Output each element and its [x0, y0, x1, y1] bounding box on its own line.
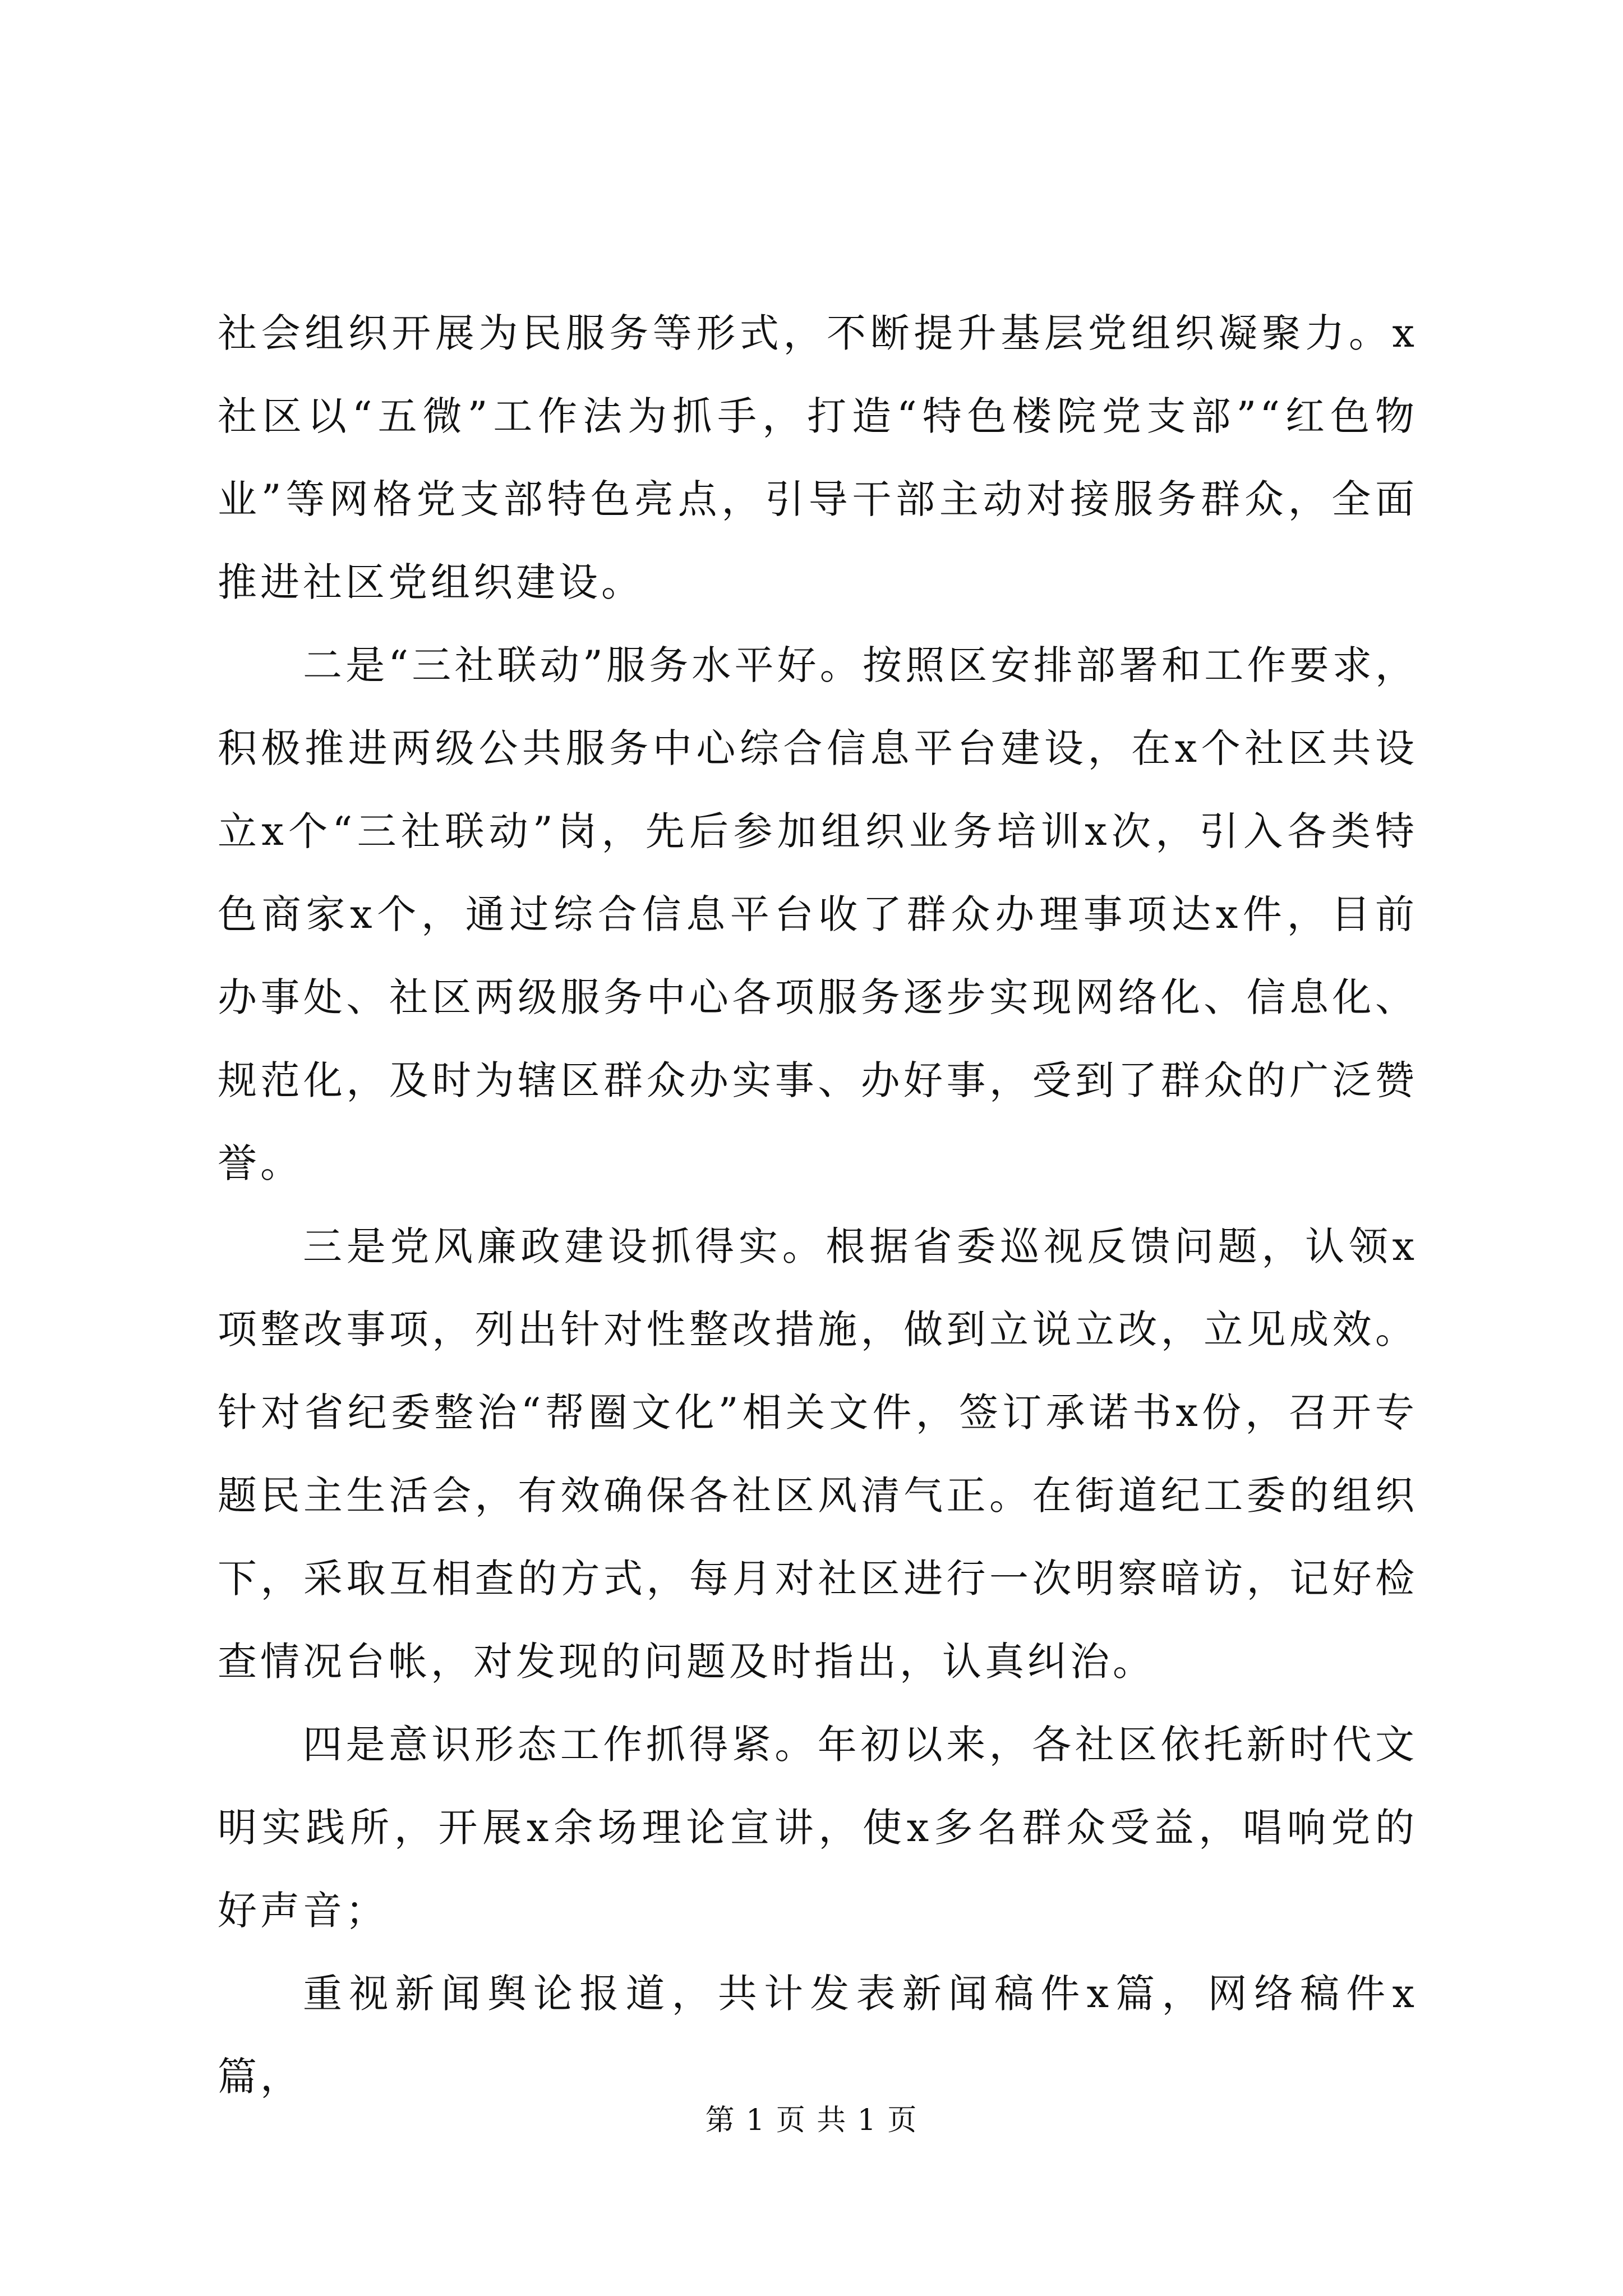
paragraph-party-integrity: 三是党风廉政建设抓得实。根据省委巡视反馈问题，认领x项整改事项，列出针对性整改措施，做到立说立改，立见成效。针对省纪委整治“帮圈文化”相关文件，签订承诺书x份，召开专题民主生活会，有效确保各社区风清气正。在街道纪工委的组织下，采取互相查的方式，每月对社区进行一次明察暗访，记好检查情况台帐，对发现的问题及时指出，认真纠治。	[218, 1223, 1418, 1685]
page-number-footer: 第 1 页 共 1 页	[705, 2104, 918, 2137]
paragraph-three-society-linkage: 二是“三社联动”服务水平好。按照区安排部署和工作要求，积极推进两级公共服务中心综合信息平台建设，在x个社区共设立x个“三社联动”岗，先后参加组织业务培训x次，引入各类特色商家x个，通过综合信息平台收了群众办理事项达x件，目前办事处、社区两级服务中心各项服务逐步实现网络化、信息化、规范化，及时为辖区群众办实事、办好事，受到了群众的广泛赞誉。	[218, 642, 1418, 1186]
paragraph-ideology-work: 四是意识形态工作抓得紧。年初以来，各社区依托新时代文明实践所，开展x余场理论宣讲，使x多名群众受益，唱响党的好声音；	[218, 1722, 1418, 1934]
paragraph-community-organization: 社会组织开展为民服务等形式，不断提升基层党组织凝聚力。x社区以“五微”工作法为抓手，打造“特色楼院党支部”“红色物业”等网格党支部特色亮点，引导干部主动对接服务群众，全面推进社区党组织建设。	[218, 310, 1418, 605]
paragraph-news-reporting: 重视新闻舆论报道，共计发表新闻稿件x篇，网络稿件x篇，	[218, 1971, 1418, 2100]
document-body	[218, 292, 1418, 2118]
